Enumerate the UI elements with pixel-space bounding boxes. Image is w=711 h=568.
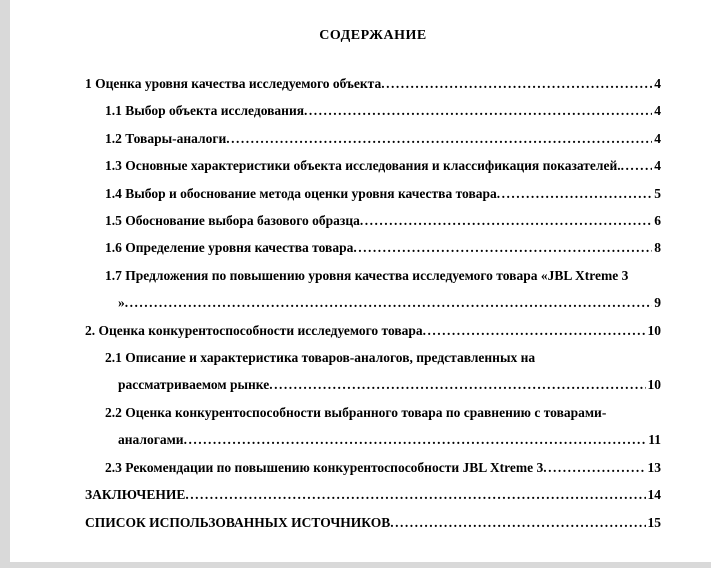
toc-entry[interactable] bbox=[85, 454, 661, 481]
toc-entry-line bbox=[85, 70, 661, 97]
toc-page-number: 8 bbox=[654, 240, 661, 256]
page-content bbox=[10, 0, 711, 536]
toc-entry-text: 1.5 Обоснование выбора базового образца bbox=[105, 213, 360, 229]
toc-page-number: 4 bbox=[654, 103, 661, 119]
table-of-contents bbox=[85, 70, 661, 536]
toc-entry[interactable] bbox=[85, 180, 661, 207]
toc-entry[interactable] bbox=[85, 152, 661, 179]
toc-entry-text: 2.1 Описание и характеристика товаров-аналогов, представленных на bbox=[105, 350, 536, 366]
toc-entry-line bbox=[105, 262, 661, 289]
toc-entry-text: 1.4 Выбор и обоснование метода оценки уровня качества товара bbox=[105, 185, 497, 201]
toc-entry-text: СПИСОК ИСПОЛЬЗОВАННЫХ ИСТОЧНИКОВ bbox=[85, 514, 391, 530]
toc-entry-line bbox=[85, 317, 661, 344]
toc-entry-line bbox=[105, 454, 661, 481]
dot-leader bbox=[390, 509, 645, 536]
toc-page-number: 4 bbox=[654, 76, 661, 91]
toc-entry-line bbox=[105, 207, 661, 234]
toc-entry-line bbox=[105, 125, 661, 152]
toc-entry[interactable] bbox=[85, 97, 661, 124]
toc-entry-line bbox=[85, 481, 661, 508]
toc-entry[interactable] bbox=[85, 481, 661, 508]
toc-entry-line bbox=[105, 234, 661, 261]
dot-leader bbox=[381, 70, 652, 97]
toc-page-number: 4 bbox=[654, 130, 661, 146]
dot-leader bbox=[304, 97, 652, 124]
toc-entry-line bbox=[105, 180, 661, 207]
toc-entry-line bbox=[105, 289, 661, 316]
toc-entry-text: 2.3 Рекомендации по повышению конкурентоспособности JBL Xtreme 3 bbox=[105, 459, 544, 475]
toc-entry-line bbox=[105, 371, 661, 398]
toc-entry[interactable] bbox=[85, 317, 661, 344]
dot-leader bbox=[226, 125, 652, 152]
toc-entry[interactable] bbox=[85, 262, 661, 317]
toc-title: СОДЕРЖАНИЕ bbox=[319, 28, 427, 43]
toc-entry-text: рассматриваемом рынке bbox=[118, 377, 270, 393]
toc-page-number: 6 bbox=[654, 213, 661, 229]
dot-leader bbox=[621, 152, 653, 179]
document-page bbox=[10, 0, 711, 562]
dot-leader bbox=[497, 180, 653, 207]
toc-page-number: 13 bbox=[647, 459, 661, 475]
toc-entry-line bbox=[105, 97, 661, 124]
toc-page-number: 5 bbox=[654, 185, 661, 201]
toc-page-number: 9 bbox=[654, 295, 661, 311]
toc-entry[interactable] bbox=[85, 234, 661, 261]
toc-page-number: 15 bbox=[647, 514, 661, 530]
toc-entry-line bbox=[85, 509, 661, 536]
toc-entry-line bbox=[105, 426, 661, 453]
toc-entry[interactable] bbox=[85, 207, 661, 234]
toc-entry[interactable] bbox=[85, 70, 661, 97]
toc-entry[interactable] bbox=[85, 509, 661, 536]
toc-entry-text: 1 Оценка уровня качества исследуемого объекта bbox=[85, 76, 382, 91]
toc-page-number: 10 bbox=[647, 377, 661, 393]
dot-leader bbox=[185, 481, 645, 508]
dot-leader bbox=[423, 317, 646, 344]
toc-entry-text: 1.2 Товары-аналоги bbox=[105, 130, 227, 146]
toc-entry-text: аналогами bbox=[118, 432, 184, 448]
toc-entry-text: 2.2 Оценка конкурентоспособности выбранного товара по сравнению с товарами- bbox=[105, 404, 607, 420]
toc-entry-line bbox=[105, 344, 661, 371]
toc-entry[interactable] bbox=[85, 125, 661, 152]
toc-entry-text: 1.1 Выбор объекта исследования bbox=[105, 103, 305, 119]
toc-entry-line bbox=[105, 399, 661, 426]
toc-page-number: 10 bbox=[647, 322, 661, 338]
toc-entry-text: » bbox=[118, 295, 125, 311]
toc-entry-line bbox=[105, 152, 661, 179]
toc-page-number: 14 bbox=[647, 487, 661, 503]
toc-page-number: 4 bbox=[654, 158, 661, 174]
dot-leader bbox=[360, 207, 652, 234]
dot-leader bbox=[269, 371, 645, 398]
toc-entry[interactable] bbox=[85, 399, 661, 454]
dot-leader bbox=[184, 426, 647, 453]
dot-leader bbox=[125, 289, 653, 316]
toc-entry-text: 1.6 Определение уровня качества товара bbox=[105, 240, 354, 256]
toc-entry-text: 1.3 Основные характеристики объекта исследования и классификация показателей. bbox=[105, 158, 621, 174]
dot-leader bbox=[543, 454, 645, 481]
toc-page-number: 11 bbox=[648, 432, 661, 448]
toc-entry-text: 1.7 Предложения по повышению уровня качества исследуемого товара «JBL Xtreme 3 bbox=[105, 267, 629, 283]
toc-entry[interactable] bbox=[85, 344, 661, 399]
toc-entry-text: ЗАКЛЮЧЕНИЕ bbox=[85, 487, 186, 503]
dot-leader bbox=[353, 234, 652, 261]
toc-entry-text: 2. Оценка конкурентоспособности исследуемого товара bbox=[85, 322, 423, 338]
